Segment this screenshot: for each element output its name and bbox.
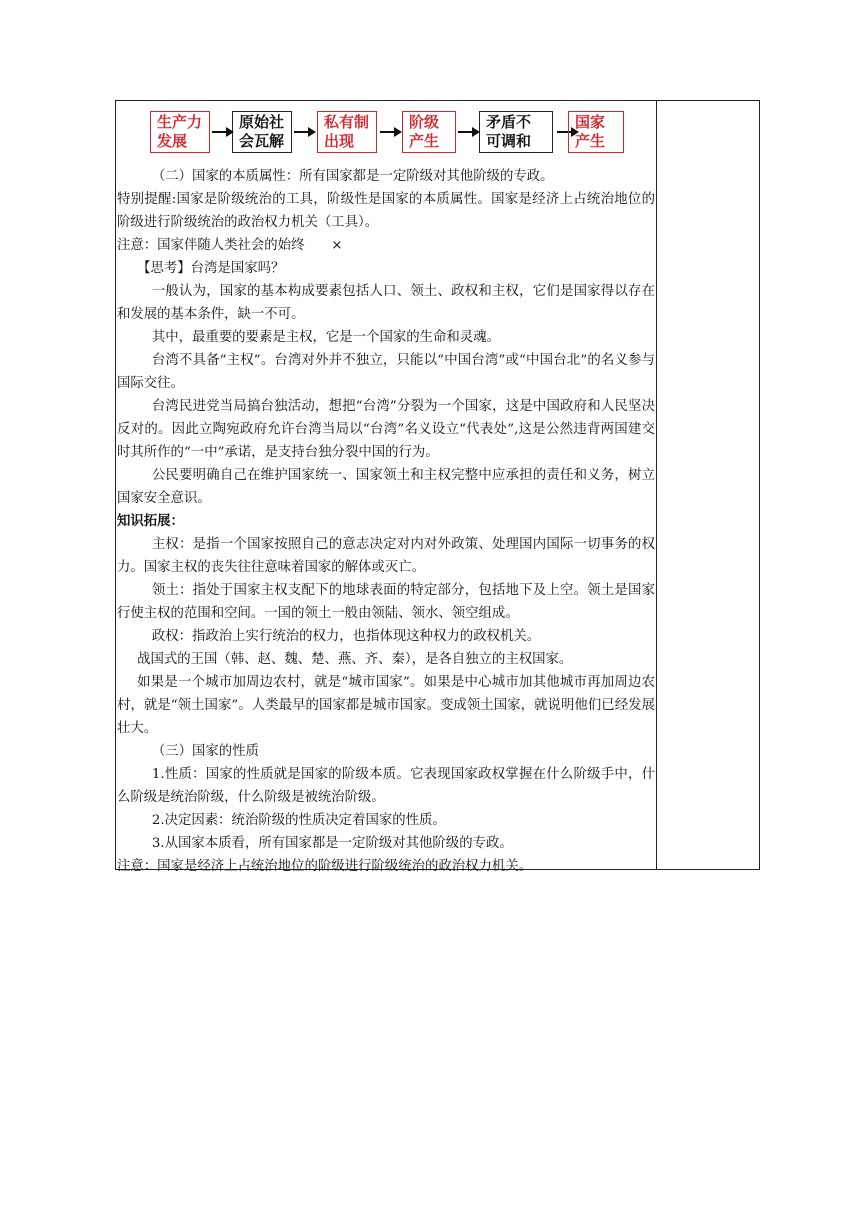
paragraph: 如果是一个城市加周边农村，就是“城市国家”。如果是中心城市加其他城市再加周边农村，就是“领土国家”。人类最早的国家都是城市国家。变成领土国家，就说明他们已经发展壮大。 xyxy=(117,675,655,736)
paragraph: （二）国家的本质属性：所有国家都是一定阶级对其他阶级的专政。 xyxy=(151,169,554,184)
arrow-right-icon xyxy=(212,127,234,137)
arrow-right-icon xyxy=(294,127,316,137)
flow-box-6: 国家 产生 xyxy=(568,111,624,153)
paragraph: 主权：是指一个国家按照自己的意志决定对内对外政策、处理国内国际一切事务的权力。国家主权的丧失往往意味着国家的解体或灭亡。 xyxy=(117,537,655,575)
paragraph: 公民要明确自己在维护国家统一、国家领土和主权完整中应承担的责任和义务，树立国家安全意识。 xyxy=(117,468,655,506)
paragraph: 台湾民进党当局搞台独活动，想把“台湾”分裂为一个国家，这是中国政府和人民坚决反对的。因此立陶宛政府允许台湾当局以“台湾”名义设立“代表处”,这是公然违背两国建交时其所作的“一中”承诺，是支持台独分裂中国的行为。 xyxy=(117,399,655,460)
paragraph: 战国式的王国（韩、赵、魏、楚、燕、齐、秦），是各自独立的主权国家。 xyxy=(137,652,573,667)
flow-box-5: 矛盾不 可调和 xyxy=(479,111,553,153)
column-divider xyxy=(656,101,657,869)
flow-box-2: 原始社 会瓦解 xyxy=(232,111,292,153)
paragraph: （三）国家的性质 xyxy=(151,744,259,759)
arrow-right-icon xyxy=(380,127,402,137)
paragraph: 特别提醒:国家是阶级统治的工具，阶级性是国家的本质属性。国家是经济上占统治地位的阶级进行阶级统治的政治权力机关（工具）。 xyxy=(117,192,655,230)
main-content-cell xyxy=(117,109,655,878)
flow-box-4: 阶级 产生 xyxy=(402,111,456,153)
paragraph: 2.决定因素：统治阶级的性质决定着国家的性质。 xyxy=(151,813,446,828)
document-table xyxy=(115,100,760,874)
paragraph: 其中，最重要的要素是主权，它是一个国家的生命和灵魂。 xyxy=(151,330,500,345)
paragraph: 注意：国家是经济上占统治地位的阶级进行阶级统治的政治权力机关。 xyxy=(117,859,533,874)
paragraph: 【思考】台湾是国家吗？ xyxy=(137,261,285,276)
paragraph: 1.性质：国家的性质就是国家的阶级本质。它表现国家政权掌握在什么阶级手中，什么阶级是统治阶级，什么阶级是被统治阶级。 xyxy=(117,767,655,805)
paragraph: 领土：指处于国家主权支配下的地球表面的特定部分，包括地下及上空。领土是国家行使主权的范围和空间。一国的领土一般由领陆、领水、领空组成。 xyxy=(117,583,655,621)
paragraph: 一般认为，国家的基本构成要素包括人口、领土、政权和主权，它们是国家得以存在和发展的基本条件，缺一不可。 xyxy=(117,284,655,322)
paragraph: 政权：指政治上实行统治的权力，也指体现这种权力的政权机关。 xyxy=(151,629,541,644)
flow-diagram xyxy=(117,109,655,159)
paragraph: 台湾不具备“主权”。台湾对外并不独立，只能以“中国台湾”或“中国台北”的名义参与国际交往。 xyxy=(117,353,655,391)
flow-box-3: 私有制 出现 xyxy=(317,111,377,153)
paragraph: 3.从国家本质看，所有国家都是一定阶级对其他阶级的专政。 xyxy=(151,836,513,851)
paragraph: 注意：国家伴随人类社会的始终 × xyxy=(117,238,343,253)
arrow-right-icon xyxy=(458,127,480,137)
section-heading: 知识拓展： xyxy=(117,514,184,529)
flow-box-1: 生产力 发展 xyxy=(150,111,210,153)
